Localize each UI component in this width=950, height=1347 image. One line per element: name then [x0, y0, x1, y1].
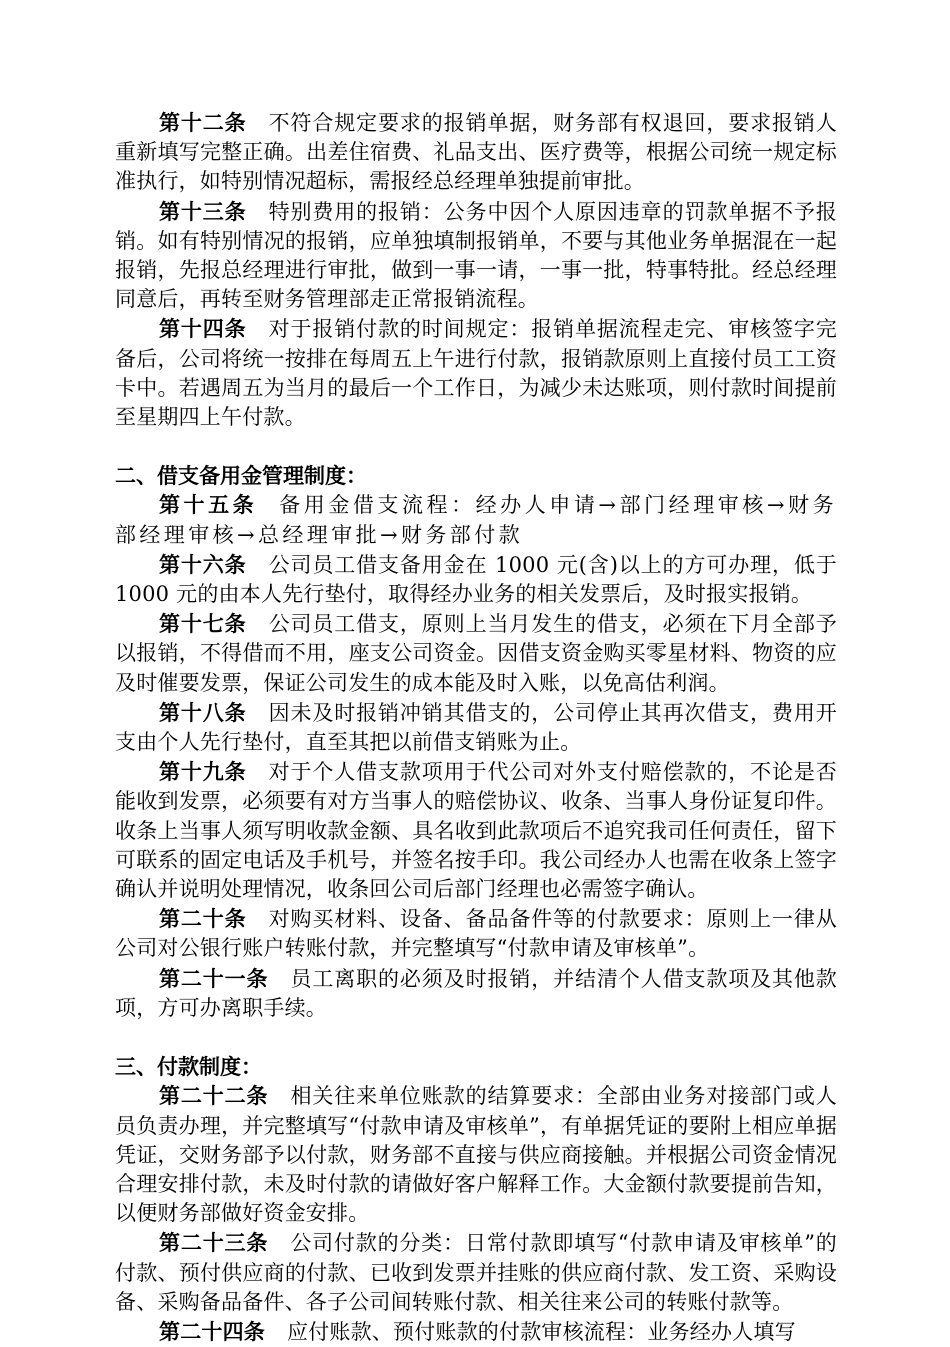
article-text: 公司付款的分类：日常付款即填写“付款申请及审核单”的付款、预付供应商的付款、已收到发票并挂账的供应商付款、发工资、采购设备、采购备品备件、各子公司间转账付款、相关往来公司的转账付款等。 [115, 1231, 838, 1314]
article-label: 第二十条 [159, 906, 247, 932]
article-16 [115, 550, 837, 609]
article-20 [115, 904, 837, 963]
article-text: 对于个人借支款项用于代公司对外支付赔偿款的，不论是否能收到发票，必须要有对方当事人的赔偿协议、收条、当事人身份证复印件。收条上当事人须写明收款金额、具名收到此款项后不追究我司任何责任，留下可联系的固定电话及手机号，并签名按手印。我公司经办人也需在收条上签字确认并说明处理情况，收条回公司后部门经理也必需签字确认。 [115, 760, 837, 902]
article-label: 第二十二条 [159, 1083, 269, 1109]
article-18 [115, 698, 837, 757]
article-label: 第十五条 [159, 492, 258, 518]
section-heading-borrowing: 二、借支备用金管理制度： [115, 463, 367, 489]
article-label: 第二十四条 [159, 1318, 265, 1344]
article-label: 第十七条 [159, 611, 247, 637]
article-text: 对购买材料、设备、备品备件等的付款要求：原则上一律从公司对公银行账户转账付款，并完整填写“付款申请及审核单”。 [115, 907, 837, 961]
article-label: 第十八条 [159, 699, 247, 725]
article-14 [115, 314, 837, 432]
article-text: 员工离职的必须及时报销，并结清个人借支款项及其他款项，方可办离职手续。 [115, 966, 838, 1020]
article-22 [115, 1081, 837, 1228]
article-17 [115, 609, 837, 698]
article-text: 不符合规定要求的报销单据，财务部有权退回，要求报销人重新填写完整正确。出差住宿费、礼品支出、医疗费等，根据公司统一规定标准执行，如特别情况超标，需报经总经理单独提前审批。 [115, 111, 837, 194]
article-24 [115, 1317, 837, 1347]
article-13 [115, 197, 837, 315]
article-text: 应付账款、预付账款的付款审核流程：业务经办人填写 [287, 1319, 796, 1344]
article-21 [115, 964, 837, 1023]
article-label: 第十九条 [159, 759, 247, 785]
article-text: 对于报销付款的时间规定：报销单据流程走完、审核签字完备后，公司将统一按排在每周五上午进行付款，报销款原则上直接付员工工资卡中。若遇周五为当月的最后一个工作日，为减少未达账项，则付款时间提前至星期四上午付款。 [115, 317, 837, 430]
article-label: 第十四条 [159, 316, 247, 342]
document-page [115, 108, 837, 1347]
article-text: 公司员工借支备用金在 1000 元(含)以上的方可办理，低于 1000 元的由本人先行垫付，取得经办业务的相关发票后，及时报实报销。 [115, 552, 837, 607]
article-label: 第十六条 [159, 551, 247, 577]
article-19 [115, 757, 837, 904]
section-heading-payment: 三、付款制度： [115, 1054, 262, 1080]
article-12 [115, 108, 837, 197]
article-text: 相关往来单位账款的结算要求：全部由业务对接部门或人员负责办理，并完整填写“付款申请及审核单”，有单据凭证的要附上相应单据凭证，交财务部予以付款，财务部不直接与供应商接触。并根据公司资金情况合理安排付款，未及时付款的请做好客户解释工作。大金额付款要提前告知，以便财务部做好资金安排。 [115, 1084, 838, 1226]
article-text: 公司员工借支，原则上当月发生的借支，必须在下月全部予以报销，不得借而不用，座支公司资金。因借支资金购买零星材料、物资的应及时催要发票，保证公司发生的成本能及时入账，以免高估利润。 [115, 612, 837, 695]
article-label: 第十三条 [159, 198, 247, 224]
article-label: 第十二条 [159, 110, 247, 135]
article-text: 特别费用的报销：公务中因个人原因违章的罚款单据不予报销。如有特别情况的报销，应单独填制报销单，不要与其他业务单据混在一起报销，先报总经理进行审批，做到一事一请，一事一批，特事特批。经总经理同意后，再转至财务管理部走正常报销流程。 [115, 199, 837, 312]
article-label: 第二十三条 [159, 1230, 269, 1256]
article-23 [115, 1228, 837, 1317]
article-label: 第二十一条 [159, 965, 269, 991]
article-text: 因未及时报销冲销其借支的，公司停止其再次借支，费用开支由个人先行垫付，直至其把以前借支销账为止。 [115, 700, 837, 755]
article-15 [115, 490, 837, 549]
article-text: 备用金借支流程：经办人申请→部门经理审核→财务部经理审核→总经理审批→财务部付款 [115, 493, 837, 547]
